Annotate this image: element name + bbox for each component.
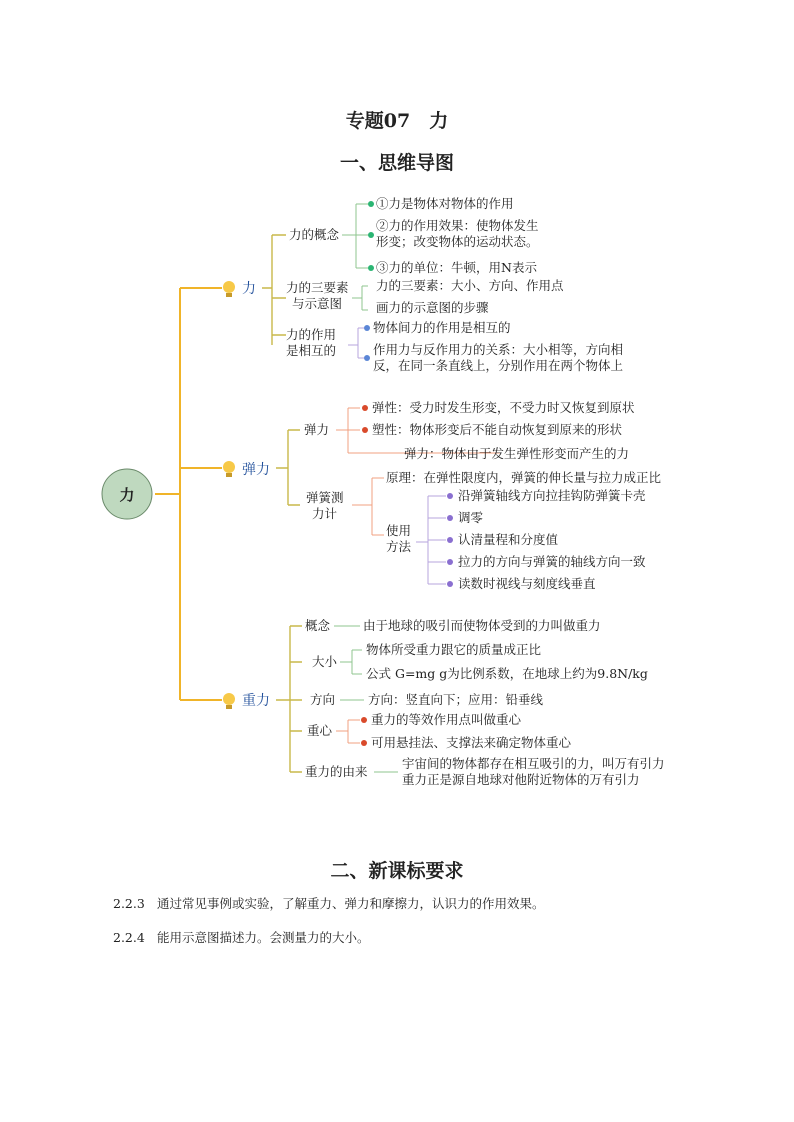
mutual-item: 反，在同一条直线上，分别作用在两个物体上 [373,358,624,373]
three-elements-item: 画力的示意图的步骤 [376,300,489,315]
bullet-icon [447,581,453,587]
bullet-icon [364,325,370,331]
elastic-item: 弹力：物体由于发生弹性形变而产生的力 [404,446,630,461]
mutual-item: 物体间力的作用是相互的 [373,320,511,335]
mind-map [0,180,794,800]
bullet-icon [447,537,453,543]
concept-item: ③力的单位：牛顿，用N表示 [376,260,537,275]
use-method-label: 使用 [386,523,412,538]
bullet-icon [368,232,374,238]
gravity-concept-label: 概念 [305,618,331,633]
three-elements-item: 力的三要素：大小、方向、作用点 [376,278,564,293]
branch-gravity-label: 重力 [242,692,270,708]
bullet-icon [361,740,367,746]
mutual-item: 作用力与反作用力的关系：大小相等，方向相 [373,342,624,357]
branch-force-label: 力 [242,280,256,296]
standard-text: 通过常见事例或实验，了解重力、弹力和摩擦力，认识力的作用效果。 [156,896,545,911]
gravity-center-item: 可用悬挂法、支撑法来确定物体重心 [371,735,572,750]
gravity-origin-item: 重力正是源自地球对他附近物体的万有引力 [402,772,640,787]
bullet-icon [368,265,374,271]
three-elements-label: 与示意图 [292,296,343,311]
gravity-size-item: 物体所受重力跟它的质量成正比 [366,642,542,657]
lightbulb-icon [223,693,235,709]
three-elements-label: 力的三要素 [286,280,349,295]
gravity-origin-label: 重力的由来 [305,764,368,779]
lightbulb-icon [223,461,235,477]
mutual-label: 力的作用 [286,327,337,342]
standard-code: 2.2.3 [113,896,145,911]
bullet-icon [362,405,368,411]
gravity-direction-label: 方向 [310,692,336,707]
use-item: 调零 [458,510,484,525]
bullet-icon [447,515,453,521]
branch-elastic-label: 弹力 [242,461,270,477]
elastic-item: 塑性：物体形变后不能自动恢复到原来的形状 [372,422,623,437]
standard-row [113,928,370,946]
bullet-icon [364,355,370,361]
bullet-icon [447,559,453,565]
bullet-icon [447,493,453,499]
section-heading-standards: 二、新课标要求 [330,860,464,882]
elastic-item: 弹性：受力时发生形变，不受力时又恢复到原状 [372,400,635,415]
page-title: 专题07 力 [345,110,449,132]
use-item: 读数时视线与刻度线垂直 [458,576,596,591]
center-label: 力 [119,487,135,504]
gravity-size-label: 大小 [312,654,338,669]
bullet-icon [361,717,367,723]
standard-text: 能用示意图描述力。会测量力的大小。 [156,930,370,945]
gravity-concept-text: 由于地球的吸引而使物体受到的力叫做重力 [363,618,601,633]
concept-item: ②力的作用效果：使物体发生 [376,218,539,233]
mutual-label: 是相互的 [286,343,337,358]
concept-item: 形变；改变物体的运动状态。 [376,234,539,249]
lightbulb-icon [223,281,235,297]
use-item: 认清量程和分度值 [458,532,559,547]
spring-meter-label: 弹簧测 [306,490,344,505]
gravity-direction-text: 方向：竖直向下；应用：铅垂线 [368,692,544,707]
use-method-label: 方法 [386,539,412,554]
gravity-center-label: 重心 [307,723,333,738]
use-item: 沿弹簧轴线方向拉挂钩防弹簧卡壳 [458,488,646,503]
bullet-icon [362,427,368,433]
spring-principle: 原理：在弹性限度内，弹簧的伸长量与拉力成正比 [386,470,662,485]
gravity-center-item: 重力的等效作用点叫做重心 [371,712,522,727]
section-heading-mindmap: 一、思维导图 [339,152,454,174]
use-item: 拉力的方向与弹簧的轴线方向一致 [458,554,646,569]
spring-meter-label: 力计 [312,506,338,521]
bullet-icon [368,201,374,207]
elastic-force-label: 弹力 [304,422,330,437]
concept-item: ①力是物体对物体的作用 [376,196,514,211]
standard-code: 2.2.4 [113,930,145,945]
concept-label: 力的概念 [289,227,340,242]
gravity-size-item: 公式 G=mg g为比例系数，在地球上约为9.8N/kg [366,666,648,681]
gravity-origin-item: 宇宙间的物体都存在相互吸引的力，叫万有引力 [402,756,665,771]
standard-row [113,894,545,912]
